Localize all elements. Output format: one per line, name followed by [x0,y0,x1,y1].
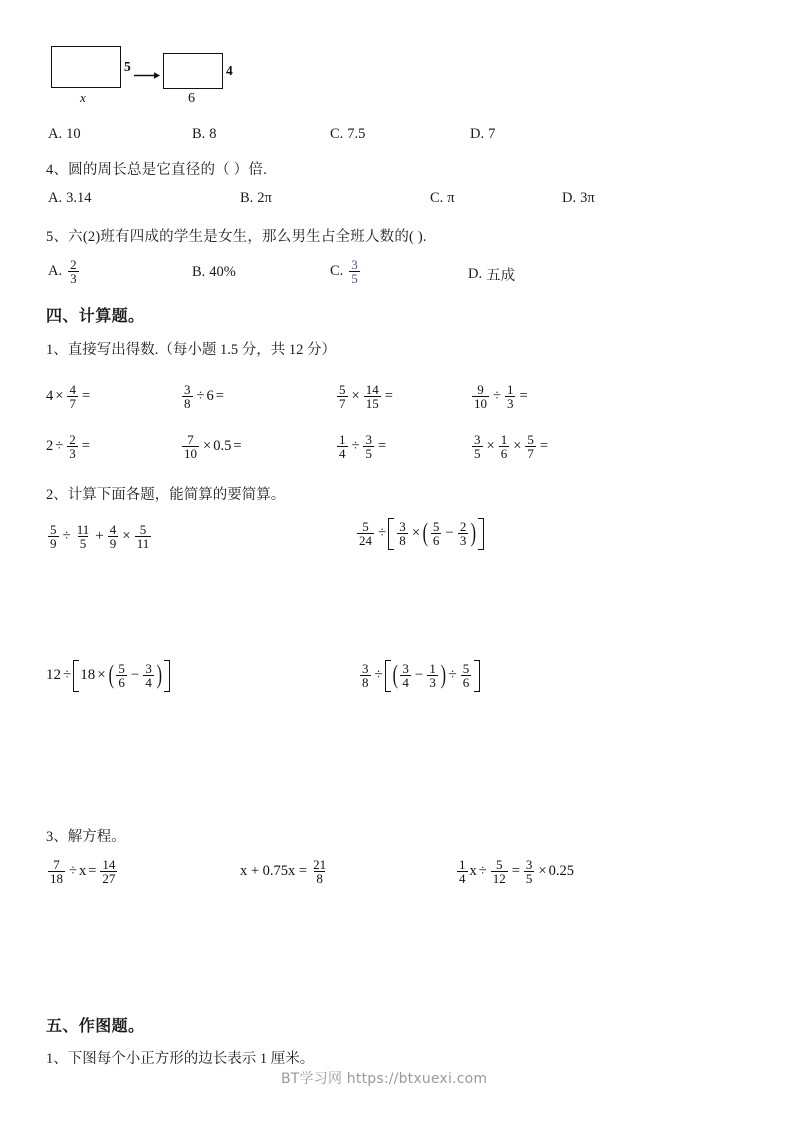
fraction-denominator: 6 [432,533,440,549]
fraction [458,520,469,548]
section-4-task-1-title: 1、直接写出得数.（每小题 1.5 分，共 12 分） [46,342,336,358]
operator: − [130,667,140,684]
q3-option-c[interactable] [330,126,365,143]
equals-sign: = [88,863,97,880]
question-4-text: 4、圆的周长总是它直径的（ ）倍. [46,162,267,178]
fraction [67,383,78,411]
q3-option-a-key: A. [48,126,63,142]
operator: ÷ [63,667,72,684]
q5-option-d-key: D. [468,266,483,282]
section-5-heading: 五、作图题。 [46,1018,145,1035]
fraction-denominator: 3 [459,533,467,549]
operand: 2 [46,438,54,455]
fraction [311,858,328,886]
fraction [67,433,78,461]
fraction-numerator: 3 [525,857,533,872]
fraction-denominator: 6 [500,446,508,462]
q3-option-b[interactable] [192,126,217,143]
paren-right-icon: ) [470,518,477,548]
large-rectangle-shape [51,46,121,88]
square-bracket-group [73,660,169,692]
paren-left-icon: ( [108,660,114,690]
fraction [499,433,510,461]
fraction [143,662,154,690]
fraction [48,858,65,886]
fraction [337,433,348,461]
fraction [397,520,408,548]
operator: ÷ [448,667,457,684]
fraction [363,433,374,461]
fraction [491,858,508,886]
square-bracket-group [385,660,481,692]
fraction-numerator: 3 [474,432,481,447]
fraction-denominator: 24 [359,533,372,549]
fraction-numerator: 2 [69,432,76,447]
operator: × [538,863,547,880]
oral-calc-item-7 [335,433,388,461]
fraction [182,433,199,461]
oral-calc-item-2 [180,383,226,411]
equals-sign: = [81,388,91,405]
oral-calc-item-8 [470,433,550,461]
fraction-denominator: 8 [184,396,191,412]
variable: x [78,863,87,880]
large-rectangle-height-label: 5 [124,59,131,74]
fraction-numerator: 5 [139,522,147,537]
fraction-denominator: 5 [474,446,481,462]
fraction-numerator: 5 [339,382,346,397]
fraction-denominator: 10 [184,446,197,462]
operator: × [351,388,360,405]
section-4-task-2-title: 2、计算下面各题，能简算的要简算。 [46,487,286,503]
fraction-numerator: 5 [118,661,125,676]
fraction-numerator: 3 [184,382,191,397]
fraction-denominator: 4 [459,871,466,887]
fraction-numerator: 4 [109,522,117,537]
fraction-denominator: 10 [474,396,487,412]
fraction-numerator: 5 [50,522,57,537]
fraction-numerator: 5 [432,519,440,534]
fraction-denominator: 3 [70,271,77,287]
equals-sign: = [233,438,242,455]
fraction-denominator: 5 [79,536,87,552]
fraction [472,383,489,411]
bracket-left-icon [73,660,79,692]
equals-sign: = [511,863,520,880]
q5-option-c[interactable] [330,258,362,286]
fraction-numerator: 5 [527,432,534,447]
q5-option-b-value: 40% [209,264,236,280]
fraction-numerator: 1 [339,432,346,447]
q4-option-d-key: D. [562,190,577,206]
oral-calc-item-4 [470,383,530,411]
oral-calc-item-3 [335,383,395,411]
fraction [116,662,127,690]
q5-option-c-key: C. [330,263,344,280]
fraction-denominator: 6 [118,675,125,691]
fraction-numerator: 5 [462,661,470,676]
q3-option-a[interactable] [48,126,81,143]
fraction-numerator: 1 [506,382,514,397]
simplify-expression-4 [358,660,480,692]
operator: ÷ [374,667,383,684]
operator: ÷ [196,388,205,405]
q4-option-b-key: B. [240,190,254,206]
equals-sign: = [384,388,393,405]
large-rectangle-width-label: x [80,90,86,105]
q4-option-d-value: 3π [580,190,595,206]
fraction [427,662,438,690]
fraction [100,858,117,886]
fraction-numerator: 3 [399,519,406,534]
operator: ÷ [378,525,387,542]
equation-1 [46,858,119,886]
q3-option-d[interactable] [470,126,495,143]
fraction [461,662,472,690]
fraction [431,520,442,548]
fraction-denominator: 4 [145,675,152,691]
fraction-denominator: 8 [399,533,406,549]
fraction-numerator: 7 [187,432,194,447]
fraction [135,523,152,551]
right-arrow-icon [134,71,160,80]
operator: × [55,388,64,405]
simplify-expression-3 [46,660,170,692]
fraction-numerator: 11 [76,522,90,537]
fraction-numerator: 1 [459,857,466,872]
fraction-numerator: 4 [69,382,76,397]
fraction-denominator: 5 [365,446,372,462]
fraction-denominator: 7 [339,396,346,412]
oral-calc-item-5 [46,433,92,461]
paren-left-icon: ( [392,660,398,690]
fraction [48,523,59,551]
simplify-expression-2 [355,518,484,550]
fraction [108,523,119,551]
bracket-right-icon [478,518,484,550]
variable: x [469,863,477,880]
q3-option-d-value: 7 [488,126,496,142]
q3-option-a-value: 10 [66,126,81,142]
operator: − [445,525,454,542]
operator: ÷ [351,438,360,455]
bracket-left-icon [388,518,394,550]
small-rectangle-height-label: 4 [226,63,233,78]
fraction-denominator: 4 [339,446,346,462]
operand: 4 [46,388,54,405]
q5-option-b-key: B. [192,264,206,280]
operator: × [513,438,522,455]
fraction [75,523,92,551]
small-rectangle-shape [163,53,223,89]
site-watermark: BT学习网 https://btxuexi.com [281,1071,488,1087]
fraction-numerator: 7 [53,857,60,872]
fraction-denominator: 11 [136,536,150,552]
equation-3 [455,858,574,886]
operator: × [122,528,131,545]
section-4-task-3-title: 3、解方程。 [46,829,126,845]
fraction-numerator: 3 [362,661,369,676]
operator: ÷ [493,388,501,405]
fraction [182,383,193,411]
q3-option-b-key: B. [192,126,206,142]
oral-calc-item-6 [180,433,244,461]
fraction [457,858,468,886]
equals-sign: = [377,438,387,455]
fraction [364,383,381,411]
fraction [337,383,348,411]
fraction-denominator: 9 [109,536,117,552]
operator: × [411,525,421,542]
fraction-denominator: 3 [506,396,514,412]
bracket-right-icon [474,660,480,692]
q4-option-c-value: π [447,190,455,206]
equation-left-side: x + 0.75x = [240,863,308,880]
equals-sign: = [81,438,90,455]
fraction-denominator: 3 [69,446,76,462]
fraction-numerator: 5 [495,857,503,872]
similar-rectangles-figure [0,0,793,118]
operand: 0.5 [213,438,232,455]
fraction-denominator: 6 [462,675,470,691]
fraction-denominator: 7 [69,396,76,412]
operator: ÷ [478,863,487,880]
operand: 18 [80,667,96,684]
q5-option-c-fraction [349,258,360,286]
bracket-left-icon [385,660,391,692]
fraction-numerator: 1 [500,432,508,447]
fraction [400,662,411,690]
fraction-denominator: 9 [50,536,57,552]
fraction-denominator: 18 [50,871,63,887]
fraction-denominator: 27 [102,871,116,887]
fraction-denominator: 8 [362,675,369,691]
paren-right-icon: ) [156,660,162,690]
fraction [472,433,483,461]
operator: − [414,667,424,684]
q3-option-b-value: 8 [209,126,217,142]
fraction-denominator: 4 [402,675,409,691]
q5-option-a[interactable] [48,258,81,286]
fraction-numerator: 1 [429,661,436,676]
fraction-numerator: 3 [402,661,409,676]
operand: 0.25 [548,863,574,880]
square-bracket-group [388,518,484,550]
fraction-numerator: 3 [351,257,358,272]
equals-sign: = [519,388,528,405]
section-4-heading: 四、计算题。 [46,308,145,325]
fraction-numerator: 14 [102,857,116,872]
q4-option-d[interactable] [562,190,595,207]
operator: + [95,528,104,545]
fraction-numerator: 3 [365,432,372,447]
paren-right-icon: ) [440,660,446,690]
fraction-denominator: 12 [492,871,506,887]
operator: ÷ [55,438,64,455]
q4-option-b[interactable] [240,190,272,207]
bracket-right-icon [164,660,170,692]
paren-left-icon: ( [422,518,429,548]
fraction-denominator: 5 [525,871,533,887]
q4-option-a-value: 3.14 [66,190,92,206]
fraction [360,662,371,690]
small-rectangle-width-label: 6 [188,91,195,106]
fraction-numerator: 3 [145,661,152,676]
q4-option-a[interactable] [48,190,91,207]
fraction-numerator: 2 [459,519,467,534]
fraction-denominator: 5 [351,271,358,287]
q5-option-a-fraction [68,258,79,286]
q3-option-c-key: C. [330,126,344,142]
equals-sign: = [539,438,549,455]
operator: × [203,438,212,455]
section-5-task-1-title: 1、下图每个小正方形的边长表示 1 厘米。 [46,1051,315,1067]
question-5-text: 5、六(2)班有四成的学生是女生，那么男生占全班人数的( ). [46,229,427,245]
q5-option-a-key: A. [48,263,63,280]
fraction-denominator: 15 [365,396,379,412]
operand: 6 [206,388,214,405]
fraction [525,433,536,461]
operator: ÷ [62,528,71,545]
equation-2 [240,858,330,886]
operator: ÷ [69,863,77,880]
fraction-denominator: 7 [527,446,534,462]
oral-calc-item-1 [46,383,92,411]
q3-option-d-key: D. [470,126,485,142]
fraction-numerator: 21 [313,857,327,872]
q4-option-b-value: 2π [257,190,272,206]
fraction-numerator: 5 [362,519,369,534]
q4-option-c[interactable] [430,190,455,207]
fraction-denominator: 3 [429,675,436,691]
q3-option-c-value: 7.5 [347,126,366,142]
simplify-expression-1 [46,523,153,551]
operand: 12 [46,667,61,684]
q4-option-a-key: A. [48,190,63,206]
fraction-numerator: 2 [70,257,77,272]
q4-option-c-key: C. [430,190,444,206]
q5-option-d[interactable] [468,264,515,285]
fraction-numerator: 14 [365,382,379,397]
equals-sign: = [215,388,224,405]
fraction-denominator: 8 [316,871,323,887]
fraction [357,520,374,548]
operator: × [486,438,495,455]
fraction [524,858,535,886]
fraction [505,383,516,411]
q5-option-d-value: 五成 [486,268,516,284]
operator: × [97,667,106,684]
q5-option-b[interactable] [192,264,236,281]
fraction-numerator: 9 [477,382,484,397]
